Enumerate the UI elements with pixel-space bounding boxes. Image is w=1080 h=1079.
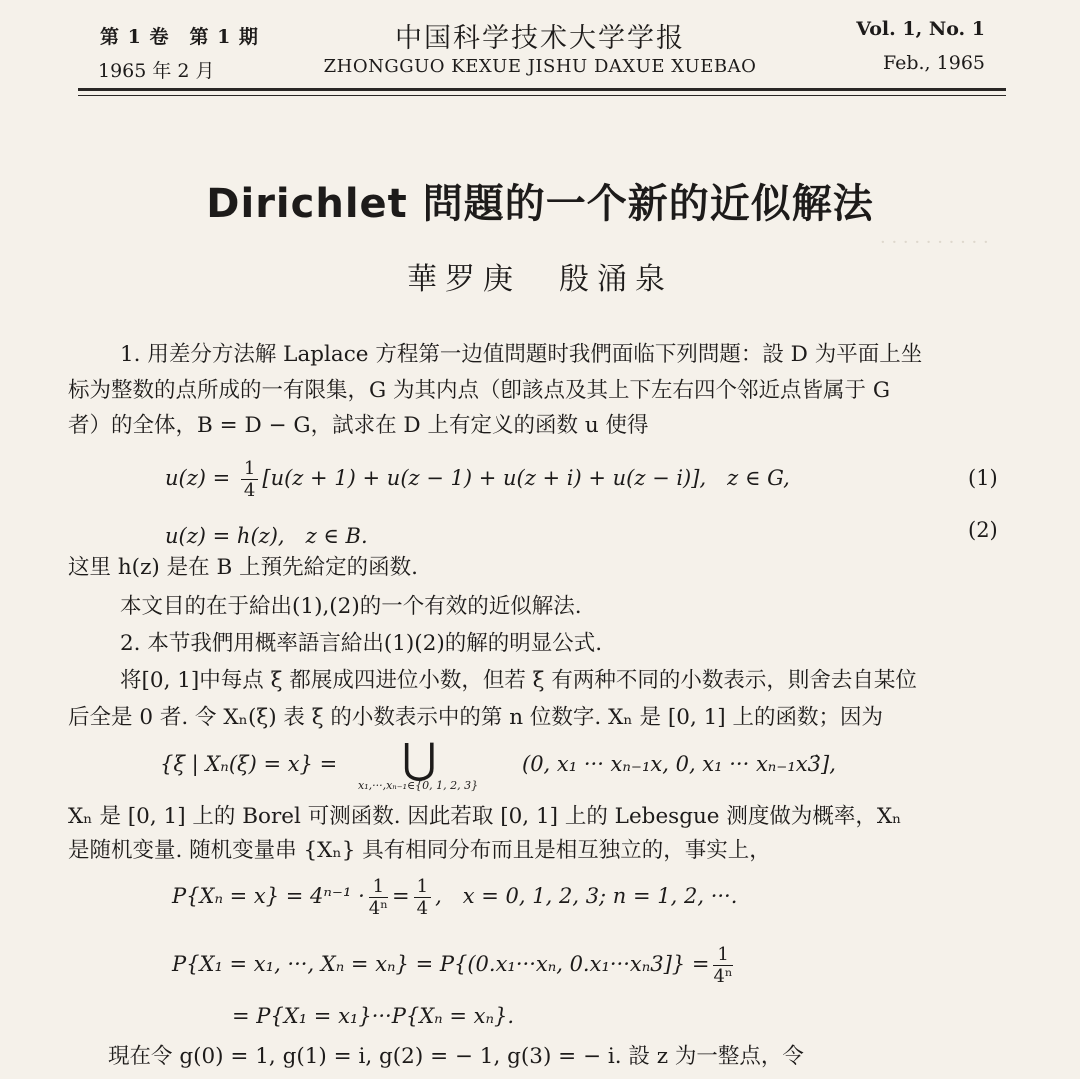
paragraph-5-line-1: 将[0, 1]中每点 ξ 都展成四进位小数，但若 ξ 有两种不同的小数表示，則舍去自某位 [120,668,917,693]
paper-title: Dirichlet 問題的一个新的近似解法 [206,181,874,227]
paragraph-1-line-2: 标为整数的点所成的一有限集，G 为其内点（卽該点及其上下左右四个邻近点皆属于 G [68,378,891,403]
union-subscript: x₁,···,xₙ₋₁∈{0, 1, 2, 3} [358,779,479,792]
equation-5-part-a: P{X₁ = x₁, ···, Xₙ = xₙ} = P{(0.x₁···xₙ, 0.x₁···xₙ3]} = [172,952,710,976]
paper-authors: 華罗庚 殷涌泉 [407,262,673,297]
date-cn: 1965 年 2 月 [98,60,215,82]
equation-4-fraction-2 [414,876,431,919]
fraction-numerator: 1 [369,876,388,898]
journal-title-en: ZHONGGUO KEXUE JISHU DAXUE XUEBAO [323,56,757,77]
paragraph-6-line-2: 是随机变量. 随机变量串 {Xₙ} 具有相同分布而且是相互独立的，事实上， [68,838,771,863]
equation-2-number: (2) [968,518,998,542]
fraction-numerator: 1 [414,876,431,898]
equation-1-lhs: u(z) = [165,466,237,490]
equation-5-fraction [713,944,732,987]
paragraph-1-line-3: 者）的全体，B = D − G，試求在 D 上有定义的函数 u 使得 [68,413,649,438]
equation-3-rhs: (0, x₁ ··· xₙ₋₁x, 0, x₁ ··· xₙ₋₁x3̇], [522,752,836,776]
fraction-numerator: 1 [241,458,258,480]
equation-4 [172,876,737,919]
equation-6: = P{X₁ = x₁}···P{Xₙ = xₙ}. [232,1004,515,1028]
paragraph-5-line-2: 后全是 0 者. 令 Xₙ(ξ) 表 ξ 的小数表示中的第 n 位数字. Xₙ 是 [0, 1] 上的函数；因为 [68,705,884,730]
paragraph-6-line-1: Xₙ 是 [0, 1] 上的 Borel 可测函数. 因此若取 [0, 1] 上的 Lebesgue 测度做为概率，Xₙ [68,804,902,829]
equation-4-part-c: , x = 0, 1, 2, 3; n = 1, 2, ···. [435,884,738,908]
fraction-denominator: 4ⁿ [713,966,733,987]
bleed-through-text: · · · · · · · · · · [880,232,989,253]
volume-issue-cn: 第 1 卷 第 1 期 [100,26,259,48]
equation-5 [172,944,737,987]
equation-4-fraction-1 [369,876,388,919]
equation-4-part-a: P{Xₙ = x} = 4ⁿ⁻¹ · [172,884,365,908]
fraction-numerator: 1 [713,944,732,966]
fraction-denominator: 4 [243,480,256,501]
paragraph-1-line-1: 1. 用差分方法解 Laplace 方程第一边值問題时我們面临下列問題：設 D 为平面上坐 [120,342,923,367]
fraction-denominator: 4ⁿ [368,898,389,919]
paragraph-4: 2. 本节我們用概率語言給出(1)(2)的解的明显公式. [120,631,603,656]
volume-issue-en: Vol. 1, No. 1 [856,18,985,40]
equation-1 [165,458,790,501]
equation-4-equals: = [392,884,410,908]
union-symbol: ⋃ [402,734,437,783]
equation-1-fraction [241,458,258,501]
header-rule-thin [78,95,1006,96]
paragraph-2: 这里 h(z) 是在 B 上預先給定的函数. [68,555,418,580]
fraction-denominator: 4 [416,898,429,919]
equation-1-rhs: [u(z + 1) + u(z − 1) + u(z + i) + u(z − i)], z ∈ G, [262,466,790,490]
paragraph-7: 現在令 g(0) = 1, g(1) = i, g(2) = − 1, g(3) = − i. 設 z 为一整点，令 [108,1044,804,1069]
equation-3-lhs: {ξ | Xₙ(ξ) = x} = [160,752,338,776]
equation-1-number: (1) [968,466,998,490]
date-en: Feb., 1965 [882,52,985,74]
journal-title-cn: 中国科学技术大学学报 [395,23,685,54]
equation-2: u(z) = h(z), z ∈ B. [165,524,368,548]
paragraph-3: 本文目的在于給出(1),(2)的一个有效的近似解法. [120,594,582,619]
header-rule-thick [78,88,1006,91]
